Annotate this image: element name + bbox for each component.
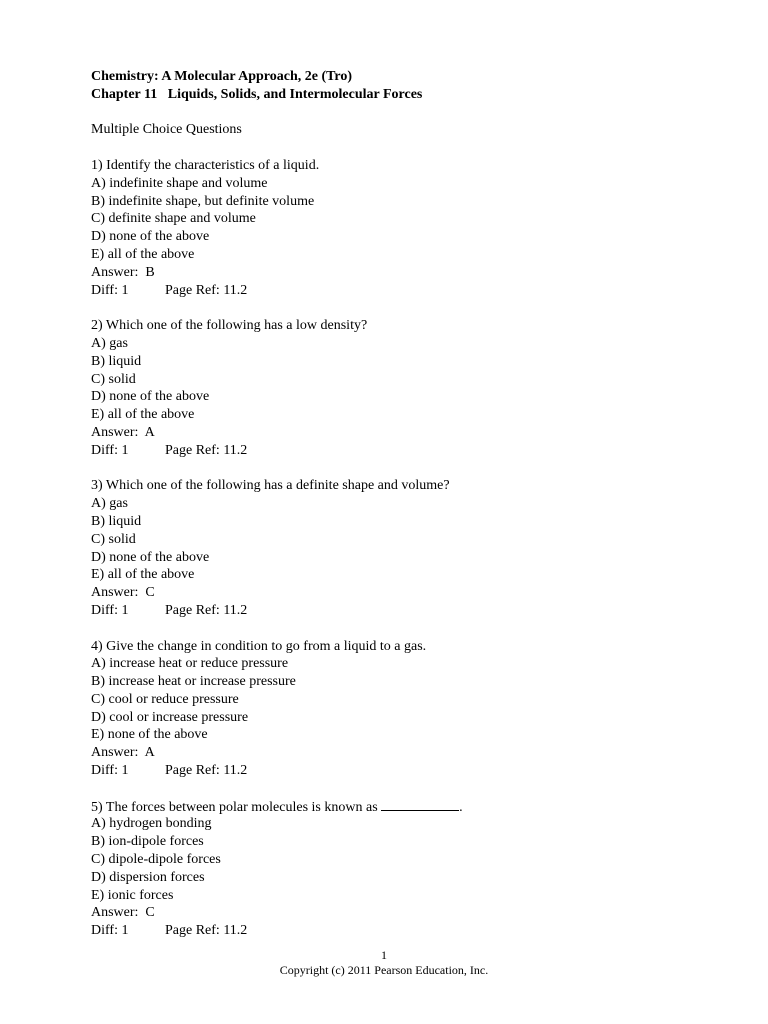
page-ref: Page Ref: 11.2 [165, 282, 248, 298]
choice-e: E) all of the above [91, 567, 195, 583]
document-page [91, 68, 691, 940]
page-ref: Page Ref: 11.2 [165, 442, 248, 458]
page-ref: Page Ref: 11.2 [165, 763, 248, 779]
choice-c: C) solid [91, 531, 136, 547]
choice-a: A) hydrogen bonding [91, 816, 212, 832]
choice-c: C) dipole-dipole forces [91, 852, 221, 868]
question-text: 1) Identify the characteristics of a liquid. [91, 157, 320, 173]
question-block-5 [91, 798, 691, 940]
book-title: Chemistry: A Molecular Approach, 2e (Tro) [91, 69, 353, 84]
difficulty-row [91, 282, 691, 300]
page-ref: Page Ref: 11.2 [165, 923, 248, 939]
choice-a: A) indefinite shape and volume [91, 175, 268, 191]
copyright-notice: Copyright (c) 2011 Pearson Education, Inc. [279, 963, 489, 977]
question-block-2 [91, 317, 691, 459]
choice-a: A) gas [91, 496, 128, 512]
choice-a: A) gas [91, 335, 128, 351]
difficulty: Diff: 1 [91, 282, 129, 298]
page-ref: Page Ref: 11.2 [165, 602, 248, 618]
difficulty: Diff: 1 [91, 602, 129, 618]
answer: Answer: C [91, 585, 155, 601]
difficulty: Diff: 1 [91, 763, 129, 779]
difficulty-row [91, 922, 691, 940]
choice-c: C) definite shape and volume [91, 211, 256, 227]
choice-c: C) solid [91, 371, 136, 387]
page-number: 1 [381, 948, 387, 962]
question-suffix: . [459, 799, 463, 815]
choice-e: E) ionic forces [91, 887, 174, 903]
choice-e: E) none of the above [91, 727, 208, 743]
choice-d: D) cool or increase pressure [91, 709, 249, 725]
difficulty: Diff: 1 [91, 923, 129, 939]
choice-c: C) cool or reduce pressure [91, 691, 239, 707]
question-block-3 [91, 477, 691, 619]
answer: Answer: A [91, 424, 155, 440]
chapter-title: Chapter 11 Liquids, Solids, and Intermolecular Forces [91, 86, 423, 102]
choice-b: B) liquid [91, 353, 142, 369]
choice-b: B) indefinite shape, but definite volume [91, 193, 315, 209]
choice-d: D) dispersion forces [91, 869, 205, 885]
choice-d: D) none of the above [91, 549, 210, 565]
choice-b: B) ion-dipole forces [91, 834, 204, 850]
answer: Answer: B [91, 264, 155, 280]
choice-e: E) all of the above [91, 246, 195, 262]
question-block-1 [91, 157, 691, 299]
fill-in-blank [381, 798, 459, 811]
section-title: Multiple Choice Questions [91, 122, 242, 138]
difficulty-row [91, 442, 691, 460]
difficulty-row [91, 602, 691, 620]
question-text: 4) Give the change in condition to go from a liquid to a gas. [91, 638, 427, 654]
question-stem: 5) The forces between polar molecules is known as [91, 799, 378, 815]
choice-e: E) all of the above [91, 407, 195, 423]
choice-d: D) none of the above [91, 389, 210, 405]
choice-b: B) liquid [91, 513, 142, 529]
difficulty: Diff: 1 [91, 442, 129, 458]
difficulty-row [91, 762, 691, 780]
choice-d: D) none of the above [91, 229, 210, 245]
question-text: 2) Which one of the following has a low density? [91, 318, 368, 334]
choice-a: A) increase heat or reduce pressure [91, 656, 289, 672]
question-block-4 [91, 638, 691, 780]
question-text: 3) Which one of the following has a definite shape and volume? [91, 478, 450, 494]
answer: Answer: A [91, 745, 155, 761]
question-text [91, 798, 691, 816]
answer: Answer: C [91, 905, 155, 921]
choice-b: B) increase heat or increase pressure [91, 674, 296, 690]
